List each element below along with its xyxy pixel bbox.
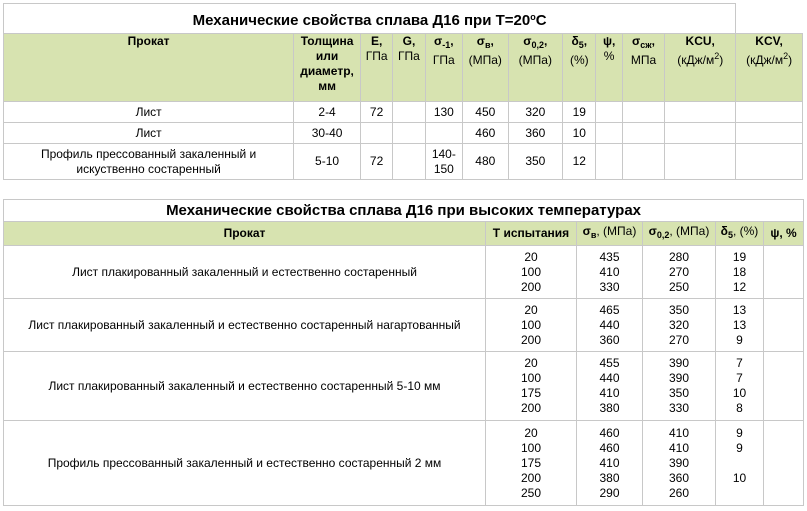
group-sigma-b: 460 460 410 380 290 [577,421,643,506]
row-sigma-02: 320 [508,102,563,123]
row-sigma-b: 460 [463,123,509,144]
header-sigma-sj: $\sigma_{сж}$, МПа [622,34,664,102]
row-sigma-minus1: 130 [425,102,462,123]
group-sigma-02: 350 320 270 [643,299,716,352]
properties-table-high-temp [3,199,804,506]
group-name: Лист плакированный закаленный и естественно состаренный 5-10 мм [4,352,486,421]
table-row [4,102,803,123]
header-kcv: KCV, $(кДж/м^2)$ [736,34,803,102]
header-sigma-b: $\sigma_в$, (МПа) [463,34,509,102]
header-prokat: Прокат [4,222,486,246]
table1-title: Механические свойства сплава Д16 при $Т=20^oС$ [4,4,736,34]
header-sigma-02: $\sigma_{0,2}$, (МПа) [643,222,716,246]
properties-table-20c [3,3,803,180]
row-sigma-minus1: 140-150 [425,144,462,180]
group-sigma-b: 465 440 360 [577,299,643,352]
row-g [393,123,425,144]
row-e: 72 [360,144,392,180]
table-row [4,299,804,352]
row-thickness: 2-4 [294,102,361,123]
header-sigma-b: $\sigma_в$, (МПа) [577,222,643,246]
table2-title: Механические свойства сплава Д16 при высоких температурах [4,200,804,222]
header-thickness: Толщина или диаметр, мм [294,34,361,102]
group-sigma-b: 435 410 330 [577,246,643,299]
row-sigma-minus1 [425,123,462,144]
table2-header-row [4,222,804,246]
row-name: Лист [4,102,294,123]
group-sigma-02: 280 270 250 [643,246,716,299]
header-test-temp: T испытания [486,222,577,246]
group-delta5: 7 7 10 8 [716,352,764,421]
group-sigma-02: 390 390 350 330 [643,352,716,421]
row-name: Профиль прессованный закаленный и искуственно состаренный [4,144,294,180]
row-e: 72 [360,102,392,123]
row-g [393,102,425,123]
header-sigma-02: $\sigma_{0,2}$, (МПа) [508,34,563,102]
row-g [393,144,425,180]
group-name: Профиль прессованный закаленный и естественно состаренный 2 мм [4,421,486,506]
header-delta5: $\delta_5$, (%) [563,34,596,102]
row-name: Лист [4,123,294,144]
group-delta5: 19 18 12 [716,246,764,299]
group-temps: 20 100 200 [486,299,577,352]
table-row [4,123,803,144]
row-sigma-b: 450 [463,102,509,123]
header-e: E, ГПа [360,34,392,102]
header-g: G, ГПа [393,34,425,102]
table1-header-row [4,34,803,102]
row-sigma-b: 480 [463,144,509,180]
row-delta5: 19 [563,102,596,123]
header-delta5: $\delta_5$, (%) [716,222,764,246]
header-psi: ψ, % [764,222,804,246]
table-row [4,144,803,180]
row-delta5: 10 [563,123,596,144]
group-name: Лист плакированный закаленный и естественно состаренный нагартованный [4,299,486,352]
header-prokat: Прокат [4,34,294,102]
header-psi: ψ, % [596,34,622,102]
row-e [360,123,392,144]
group-temps: 20 100 175 200 [486,352,577,421]
table-row [4,352,804,421]
table-row [4,421,804,506]
header-kcu: KCU, $(кДж/м^2)$ [665,34,736,102]
row-thickness: 30-40 [294,123,361,144]
row-thickness: 5-10 [294,144,361,180]
group-sigma-02: 410 410 390 360 260 [643,421,716,506]
table-row [4,246,804,299]
group-sigma-b: 455 440 410 380 [577,352,643,421]
row-sigma-02: 360 [508,123,563,144]
row-delta5: 12 [563,144,596,180]
group-name: Лист плакированный закаленный и естественно состаренный [4,246,486,299]
group-temps: 20 100 200 [486,246,577,299]
row-sigma-02: 350 [508,144,563,180]
group-temps: 20 100 175 200 250 [486,421,577,506]
group-delta5: 13 13 9 [716,299,764,352]
header-sigma-minus1: $\sigma_{-1}$, ГПа [425,34,462,102]
group-delta5: 9 9 10 [716,421,764,506]
